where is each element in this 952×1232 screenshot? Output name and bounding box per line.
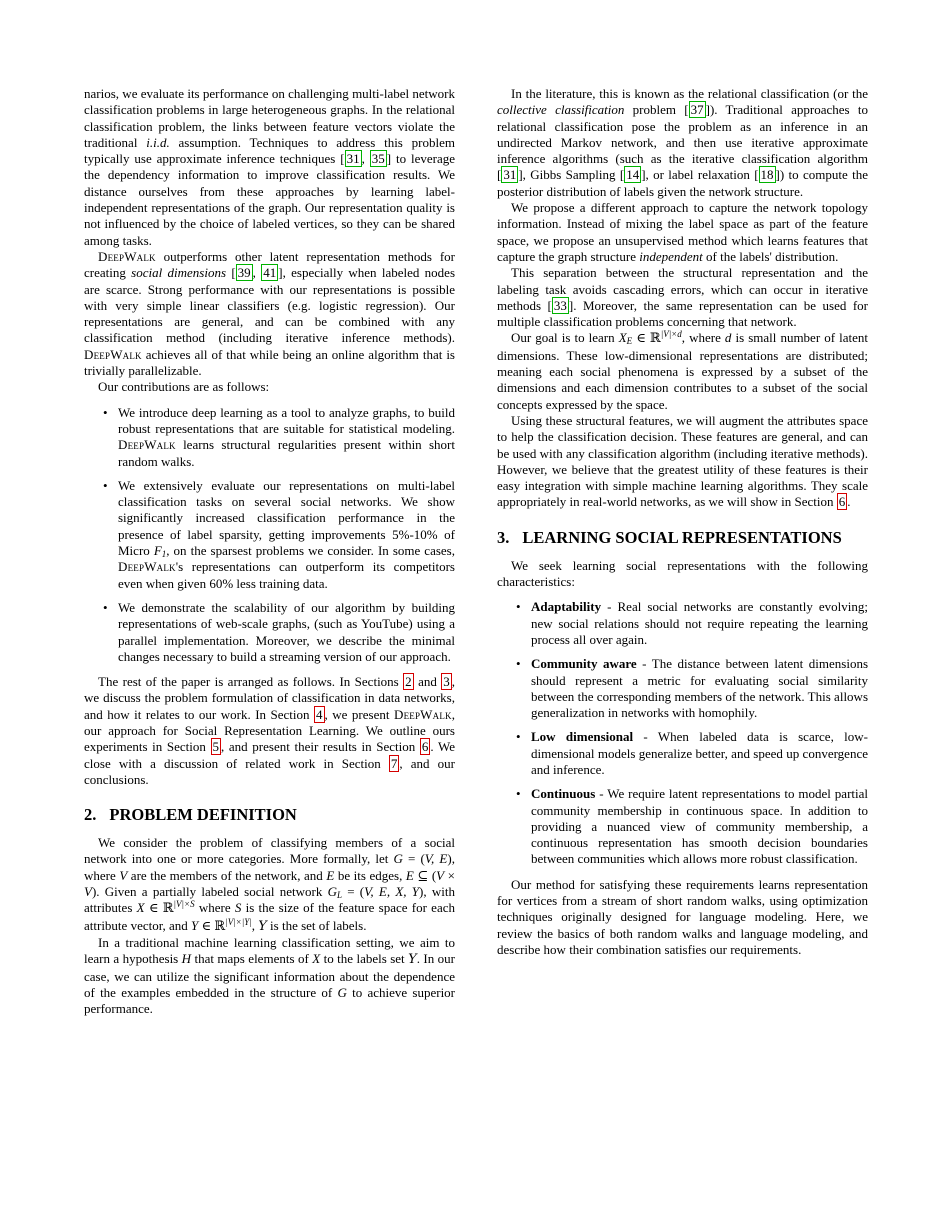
math-variable: G	[337, 984, 347, 1000]
math-variable: V	[119, 867, 128, 883]
italic-text: i.i.d.	[146, 134, 170, 150]
text-run: outperforms other latent representation methods for creating	[84, 248, 455, 281]
text-run: 's representations can outperform its competitors even when given 60% less training data.	[118, 559, 455, 591]
text-run: be its edges,	[334, 867, 406, 883]
text-run: . In our case, we can utilize the significant information about the dependence of the examples embedded in the structure of	[84, 951, 455, 1000]
math-variable: d	[724, 330, 732, 346]
math-superscript: |V|×S	[173, 899, 195, 910]
text-run: are the members of the network, and	[127, 867, 327, 883]
paragraph	[84, 935, 455, 1017]
math-variable: X	[618, 330, 627, 346]
text-run: ], or label relaxation [	[641, 167, 759, 183]
section-ref-link[interactable]: 4	[316, 706, 323, 722]
bullet-item	[118, 405, 455, 470]
section-title: LEARNING SOCIAL REPRESENTATIONS	[522, 527, 842, 547]
text-run: This separation between the structural representation and the labeling task avoids cascading errors, which can occur in iterative methods [	[497, 265, 868, 313]
math-blackboard-r: ℝ	[214, 918, 226, 934]
text-run: is the set of labels.	[266, 917, 367, 933]
section-ref-link[interactable]: 7	[390, 755, 398, 771]
text-run: , where	[681, 330, 725, 346]
text-run: The rest of the paper is arranged as follows. In Sections	[98, 674, 404, 690]
text-run: = (	[341, 884, 365, 900]
italic-text: collective classification	[497, 102, 625, 118]
paragraph	[497, 877, 868, 958]
citation-link[interactable]: 41	[263, 265, 277, 281]
text-run: ] to leverage the dependency information to improve classification results. We distance ourselves from these approaches by learning label-independent representations of the graph. Our representation quality is not influenced by the choice of labeled vertices, so they can be shared among tasks.	[84, 151, 455, 248]
text-run: , our approach for Social Representation Learning. We outline ours experiments in Section	[84, 706, 455, 755]
text-run: assumption. Techniques to address this problem typically use approximate inference techniques [	[84, 134, 455, 167]
text-run: ]. Moreover, the same representation can be used for multiple classification problems concerning that network.	[497, 297, 868, 330]
paragraph	[84, 674, 455, 788]
text-run: We seek learning social representations with the following characteristics:	[497, 557, 868, 590]
paragraph	[84, 249, 455, 379]
text-run: is small number of latent dimensions. These low-dimensional representations are distributed; meaning each social phenomena is expressed by a subset of the dimensions and each dimension contributes to a subset of the social concepts expressed by the space.	[497, 330, 868, 412]
text-run: In the literature, this is known as the relational classification (or the	[511, 86, 868, 101]
deepwalk-wordmark: DeepWalk	[393, 706, 452, 722]
math-variable: V	[436, 867, 445, 883]
text-run: learns structural regularities present within short random walks.	[118, 437, 455, 469]
text-run: = (	[402, 851, 425, 867]
text-run: We consider the problem of classifying members of a social network into one or more categories. More formally, let	[84, 835, 455, 867]
math-variable: F	[153, 543, 162, 559]
citation-link[interactable]: 37	[690, 102, 704, 118]
math-blackboard-r: ℝ	[649, 331, 661, 347]
math-variable: V, E, X, Y	[364, 884, 420, 900]
text-run: achieves all of that while being an online algorithm that is trivially parallelizable.	[84, 346, 455, 379]
paragraph	[497, 413, 868, 511]
math-subscript: E	[626, 336, 633, 347]
section-heading	[84, 805, 455, 825]
section-ref-link[interactable]: 6	[421, 739, 429, 755]
math-subscript: L	[336, 890, 342, 901]
paragraph	[497, 330, 868, 412]
math-variable: V	[84, 884, 92, 900]
text-run: , we discuss the problem formulation of classification in data networks, and how it relates to our work. In Section	[84, 674, 455, 722]
math-script-y: Y	[258, 918, 267, 934]
math-superscript: |V|×|Y|	[225, 916, 252, 927]
text-run: , we present	[324, 706, 394, 722]
math-subscript: 1	[161, 549, 167, 560]
text-run: ⊆ (	[413, 867, 437, 883]
text-run: Using these structural features, we will augment the attributes space to help the classification decision. These features are general, and can be used with any classification algorithm (including iterative methods). However, we believe that the greatest utility of these features is their easy integration with simple machine learning algorithms. They scale appropriately in real-world networks, as we will show in Section	[497, 412, 868, 510]
deepwalk-wordmark: DeepWalk	[84, 346, 142, 362]
bullet-item	[531, 656, 868, 721]
citation-link[interactable]: 35	[371, 151, 385, 167]
text-run: Our goal is to learn	[511, 330, 619, 346]
text-run: We introduce deep learning as a tool to analyze graphs, to build robust representations that are suitable for statistical modeling.	[118, 404, 455, 436]
section-heading	[497, 528, 868, 548]
bold-term: Continuous	[531, 786, 596, 802]
paragraph	[84, 379, 455, 395]
text-run: , and present their results in Section	[221, 739, 420, 755]
text-run: ], especially when labeled nodes are scarce. Strong performance with our representations is possible with very simple linear classifiers (e.g. logistic regression). Our representations are general, and can be combined with any classification method (including iterative inference methods).	[84, 265, 456, 346]
text-run: We demonstrate the scalability of our algorithm by building representations of web-scale graphs, (such as YouTube) using a parallel implementation. Moreover, we describe the minimal changes necessary to build a streaming version of our approach.	[118, 599, 455, 664]
deepwalk-wordmark: DeepWalk	[98, 248, 156, 264]
bold-term: Community aware	[531, 656, 637, 672]
math-variable: E	[326, 867, 335, 883]
section-ref-link[interactable]: 5	[212, 739, 220, 755]
text-run: to achieve superior performance.	[84, 984, 456, 1017]
text-run: ], Gibbs Sampling [	[518, 167, 625, 183]
text-run: ]). Traditional approaches to relational classification pose the problem as an inference in an undirected Markov network, and then use iterative approximate inference algorithms (such as the iterative classification algorithm [	[497, 102, 868, 183]
text-run: where	[194, 900, 235, 916]
bullet-item	[531, 786, 868, 867]
text-run: - We require latent representations to model partial community membership in continuous space. In addition to providing a nuanced view of community membership, a continuous representation has smooth decision boundaries between communities which allows more robust classification.	[531, 786, 868, 867]
text-run: of the labels' distribution.	[702, 248, 839, 264]
text-run: ∈	[198, 917, 215, 933]
bullet-list	[497, 599, 868, 867]
section-ref-link[interactable]: 2	[405, 674, 412, 690]
text-run: ∈	[144, 900, 163, 916]
math-variable: G	[393, 851, 403, 867]
citation-link[interactable]: 31	[346, 151, 360, 167]
bullet-item	[118, 600, 455, 665]
bullet-list	[84, 405, 455, 665]
citation-link[interactable]: 31	[503, 167, 517, 183]
deepwalk-wordmark: DeepWalk	[118, 437, 176, 453]
paragraph	[84, 835, 455, 935]
text-run: We propose a different approach to capture the network topology information. Instead of mixing the label space as part of the feature space, we propose an unsupervised method which learns features that capture the graph structure	[497, 200, 868, 264]
section-number: 2.	[84, 805, 97, 825]
citation-link[interactable]: 14	[626, 167, 640, 183]
text-run: narios, we evaluate its performance on challenging multi-label network classification problems in large heterogeneous graphs. In the relational classification problem, the links between feature vectors violate the traditional	[84, 86, 455, 150]
text-run: . We close with a discussion of related work in Section	[84, 739, 456, 771]
italic-text: social dimensions	[131, 265, 227, 281]
math-variable: H	[181, 951, 192, 967]
text-run: , on the sparsest problems we consider. In some cases,	[166, 543, 455, 559]
italic-text: independent	[639, 248, 703, 264]
text-run: - The distance between latent dimensions should represent a metric for evaluating social similarity between the corresponding members of the network. This allows generalization in networks with homophily.	[531, 656, 869, 721]
text-run: to the labels set	[320, 951, 409, 967]
math-variable: Y	[191, 917, 199, 933]
bold-term: Low dimensional	[531, 729, 634, 745]
math-variable: E	[405, 867, 414, 883]
citation-link[interactable]: 39	[237, 265, 251, 281]
bullet-item	[531, 729, 868, 778]
text-run: ,	[252, 265, 262, 281]
text-run: - When labeled data is scarce, low-dimensional models generalize better, and speed up convergence and inference.	[531, 729, 868, 777]
right-column	[497, 86, 868, 958]
paragraph	[497, 200, 868, 265]
paragraph	[84, 86, 455, 249]
text-run: ,	[251, 917, 259, 933]
bold-term: Adaptability	[531, 599, 602, 615]
text-run: In a traditional machine learning classification setting, we aim to learn a hypothesis	[84, 934, 455, 967]
text-run: [	[226, 265, 236, 281]
text-run: Our method for satisfying these requirements learns representation for vertices from a stream of short random walks, using optimization techniques originally designed for language modeling. Here, we review the basics of both random walks and language modeling, and describe how their combination satisfies our requirements.	[497, 876, 868, 957]
math-variable: X	[136, 900, 145, 916]
math-blackboard-r: ℝ	[162, 901, 174, 917]
text-run: problem [	[624, 102, 689, 118]
text-run: - Real social networks are constantly evolving; new social relations should not require repeating the learning process all over again.	[531, 599, 868, 647]
math-superscript: |V|×d	[660, 329, 682, 340]
text-run: that maps elements of	[191, 951, 313, 967]
text-run: and	[413, 674, 442, 690]
bullet-item	[531, 599, 868, 648]
text-run: , and our conclusions.	[84, 755, 455, 787]
citation-link[interactable]: 18	[760, 167, 774, 183]
section-ref-link[interactable]: 3	[443, 674, 450, 690]
section-ref-link[interactable]: 6	[838, 494, 846, 510]
text-run: We extensively evaluate our representations on multi-label classification tasks on several social networks. We show significantly increased classification performance in the presence of label sparsity, getting improvements 5%-10% of Micro	[118, 477, 455, 559]
section-number: 3.	[497, 527, 510, 547]
paragraph	[497, 265, 868, 330]
math-variable: S	[234, 900, 242, 916]
text-run: ), with attributes	[84, 884, 455, 916]
text-run: .	[847, 494, 851, 510]
text-run: ]) to compute the posterior distribution of labels given the network structure.	[497, 167, 868, 199]
text-run: ). Given a partially labeled social network	[91, 884, 328, 900]
text-run: Our contributions are as follows:	[98, 379, 270, 395]
text-run: ), where	[84, 851, 455, 883]
math-variable: V, E	[424, 851, 448, 867]
bullet-item	[118, 478, 455, 592]
left-column	[84, 86, 455, 1017]
deepwalk-wordmark: DeepWalk	[118, 559, 176, 575]
math-variable: G	[327, 884, 337, 900]
text-run: is the size of the feature space for each attribute vector, and	[84, 900, 455, 933]
paragraph	[497, 86, 868, 200]
text-run: ∈	[632, 330, 650, 346]
text-run: ×	[444, 867, 455, 883]
text-run: ,	[361, 151, 370, 167]
paragraph	[497, 558, 868, 591]
math-script-y: Y	[408, 952, 417, 968]
math-variable: X	[312, 951, 321, 967]
section-title: PROBLEM DEFINITION	[109, 805, 297, 825]
citation-link[interactable]: 33	[553, 297, 567, 313]
